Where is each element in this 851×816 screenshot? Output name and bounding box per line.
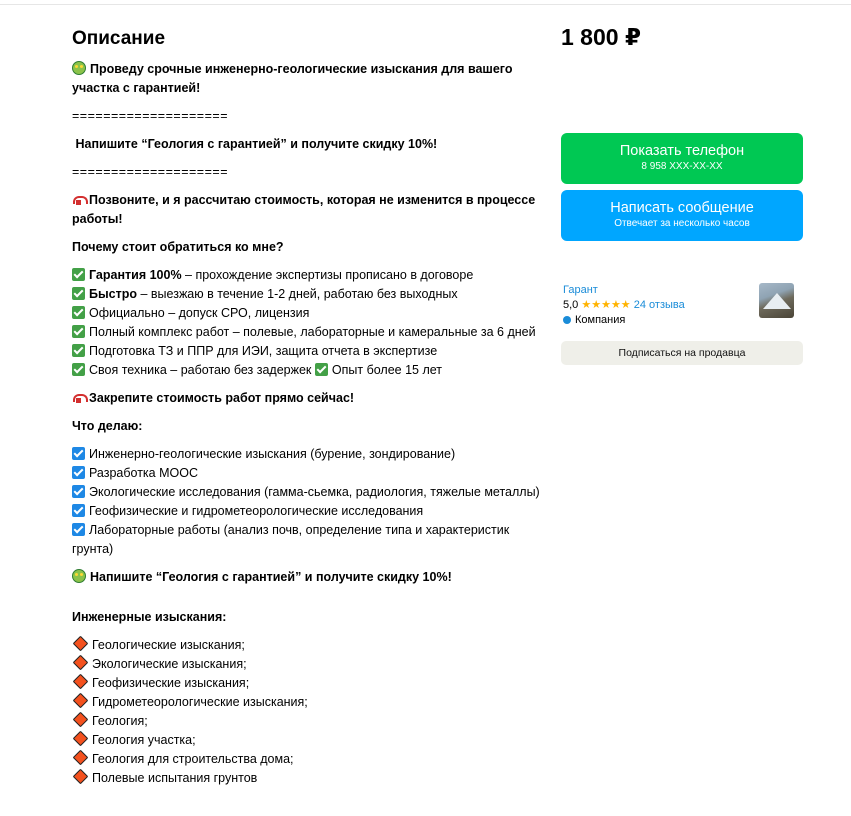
checkbox-icon bbox=[72, 447, 85, 460]
list-item: Геология участка; bbox=[72, 731, 542, 750]
list-item: Полевые испытания грунтов bbox=[72, 769, 542, 788]
list-item: Геофизические и гидрометеорологические исследования bbox=[72, 502, 542, 521]
intro-text: Проведу срочные инженерно-геологические изыскания для вашего участка с гарантией! bbox=[72, 62, 513, 95]
seller-avatar[interactable] bbox=[759, 283, 794, 318]
checkbox-icon bbox=[72, 504, 85, 517]
list-item: Геофизические изыскания; bbox=[72, 674, 542, 693]
write-message-label: Написать сообщение bbox=[610, 200, 754, 216]
list-item: Геологические изыскания; bbox=[72, 636, 542, 655]
seller-name-link[interactable]: Гарант bbox=[563, 284, 598, 296]
phone-number-masked: 8 958 XXX-XX-XX bbox=[641, 161, 723, 172]
list-item: Гидрометеорологические изыскания; bbox=[72, 693, 542, 712]
check-mark-icon bbox=[315, 363, 328, 376]
do-list bbox=[72, 445, 542, 559]
list-item: Инженерно-геологические изыскания (бурение, зондирование) bbox=[72, 445, 542, 464]
list-item: Геология; bbox=[72, 712, 542, 731]
description-title: Описание bbox=[72, 28, 166, 49]
do-title: Что делаю: bbox=[72, 419, 143, 433]
check-mark-icon bbox=[72, 268, 85, 281]
list-item: Своя техника – работаю без задержек Опыт более 15 лет bbox=[72, 361, 542, 380]
phone-icon bbox=[72, 391, 85, 404]
write-message-button[interactable] bbox=[561, 190, 803, 241]
orange-diamond-icon bbox=[73, 712, 89, 728]
check-mark-icon bbox=[72, 344, 85, 357]
check-mark-icon bbox=[72, 363, 85, 376]
fix-price-text: Закрепите стоимость работ прямо сейчас! bbox=[72, 389, 542, 408]
orange-diamond-icon bbox=[73, 693, 89, 709]
list-item: Полный комплекс работ – полевые, лабораторные и камеральные за 6 дней bbox=[72, 323, 542, 342]
why-title: Почему стоит обратиться ко мне? bbox=[72, 240, 284, 254]
seller-type: Компания bbox=[575, 314, 626, 326]
call-text: Позвоните, и я рассчитаю стоимость, которая не изменится в процессе работы! bbox=[72, 193, 536, 226]
seller-rating: 5,0 bbox=[563, 299, 579, 311]
check-mark-icon bbox=[72, 325, 85, 338]
separator: ==================== bbox=[72, 109, 228, 123]
checkbox-icon bbox=[72, 485, 85, 498]
orange-diamond-icon bbox=[73, 655, 89, 671]
promo-text-2: Напишите “Геология с гарантией” и получите скидку 10%! bbox=[72, 568, 542, 587]
check-mark-icon bbox=[72, 306, 85, 319]
separator: ==================== bbox=[72, 165, 228, 179]
list-item: Лабораторные работы (анализ почв, определение типа и характеристик грунта) bbox=[72, 523, 510, 556]
promo-text: Напишите “Геология с гарантией” и получите скидку 10%! bbox=[75, 137, 438, 151]
check-mark-icon bbox=[72, 287, 85, 300]
rating-stars-icon: ★★★★★ bbox=[581, 299, 631, 311]
price: 1 800 ₽ bbox=[561, 24, 641, 50]
list-item: Гарантия 100% – прохождение экспертизы прописано в договоре bbox=[72, 266, 542, 285]
subscribe-seller-button[interactable]: Подписаться на продавца bbox=[561, 341, 803, 365]
orange-diamond-icon bbox=[73, 750, 89, 766]
list-item: Экологические исследования (гамма-сьемка, радиология, тяжелые металлы) bbox=[72, 483, 542, 502]
why-list bbox=[72, 266, 542, 380]
smiley-icon bbox=[72, 61, 86, 75]
checkbox-icon bbox=[72, 466, 85, 479]
top-divider bbox=[0, 0, 851, 5]
verified-check-icon bbox=[563, 316, 571, 324]
reviews-link[interactable]: 24 отзыва bbox=[633, 299, 685, 311]
list-item: Быстро – выезжаю в течение 1-2 дней, работаю без выходных bbox=[72, 285, 542, 304]
list-item: Экологические изыскания; bbox=[72, 655, 542, 674]
response-time: Отвечает за несколько часов bbox=[614, 218, 750, 229]
orange-diamond-icon bbox=[73, 769, 89, 785]
list-item: Официально – допуск СРО, лицензия bbox=[72, 304, 542, 323]
list-item: Разработка МООС bbox=[72, 464, 542, 483]
show-phone-label: Показать телефон bbox=[619, 143, 745, 159]
checkbox-icon bbox=[72, 523, 85, 536]
orange-diamond-icon bbox=[73, 636, 89, 652]
show-phone-button[interactable] bbox=[561, 133, 803, 184]
smiley-icon bbox=[72, 569, 86, 583]
surveys-list bbox=[72, 636, 542, 788]
description-section bbox=[72, 28, 542, 797]
surveys-title: Инженерные изыскания: bbox=[72, 610, 227, 624]
list-item: Подготовка ТЗ и ППР для ИЭИ, защита отчета в экспертизе bbox=[72, 342, 542, 361]
phone-icon bbox=[72, 193, 85, 206]
orange-diamond-icon bbox=[73, 674, 89, 690]
list-item: Геология для строительства дома; bbox=[72, 750, 542, 769]
orange-diamond-icon bbox=[73, 731, 89, 747]
